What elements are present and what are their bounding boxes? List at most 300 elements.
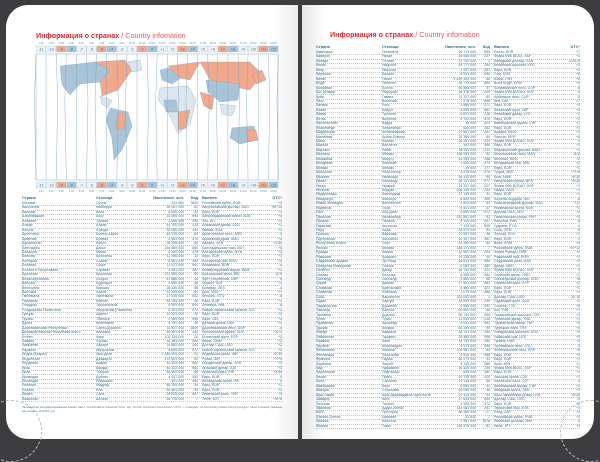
cell-currency: Белорусский рубль, BYN	[202, 249, 243, 254]
cell-capital: Мапуту	[382, 156, 394, 161]
cell-currency: Шведская крона, SEK	[494, 388, 530, 393]
cell-capital: Киншаса	[96, 330, 111, 335]
cell-population: 8 655 000	[168, 347, 184, 352]
cell-capital: Алжир	[96, 223, 107, 228]
cell-population: 19 238 000	[458, 254, 476, 259]
timezone-hour-label: 7:00	[99, 190, 105, 193]
cell-code: 94	[486, 392, 490, 397]
cell-code: 387	[192, 267, 198, 272]
cell-country: Сингапур	[316, 276, 332, 281]
cell-code: 386	[484, 290, 490, 295]
cell-code: 234	[484, 187, 490, 192]
cell-country: Венгрия	[22, 281, 36, 286]
cell-currency: Кип, LAK	[494, 98, 509, 103]
cell-capital: Лондон	[96, 276, 109, 281]
cell-code: 212	[484, 147, 490, 152]
timezone-offset-label: -8	[69, 183, 73, 188]
cell-utc: +7/+8	[571, 170, 580, 175]
cell-capital: Кигали	[382, 250, 394, 255]
cell-capital: Варшава	[382, 232, 397, 237]
cell-code: 373	[484, 161, 490, 166]
cell-code: 380	[484, 339, 490, 344]
cell-country: ОАЭ	[316, 210, 324, 215]
cell-population: 19 116 000	[458, 379, 476, 384]
cell-utc: +2	[278, 347, 282, 352]
timezone-offset-label: -10	[48, 183, 54, 188]
cell-currency: Дирхам ОАЭ, AED	[494, 210, 524, 215]
cell-capital: Стокгольм	[382, 388, 399, 393]
cell-capital: Санто-Доминго	[96, 325, 121, 330]
timezone-offset-label: -3	[120, 47, 124, 52]
timezone-offset-label: +12	[270, 47, 277, 52]
cell-population: 5 792 000	[168, 321, 184, 326]
cell-population: 16 425 000	[458, 365, 476, 370]
cell-code: 31	[486, 192, 490, 197]
cell-utc: +3	[278, 249, 282, 254]
cell-population: 1 207 000	[460, 67, 476, 72]
cell-population: 59 734 000	[458, 312, 476, 317]
cell-country: Монако	[316, 165, 329, 170]
cell-capital: Джакарта	[96, 356, 112, 361]
cell-utc: 0	[578, 90, 580, 95]
cell-population: 1 380 004 000	[161, 352, 184, 357]
cell-currency: Риель, KHR	[494, 50, 514, 54]
cell-utc: +1	[278, 209, 282, 214]
cell-code: 382	[484, 370, 490, 375]
cell-population: 10 095 000	[166, 214, 184, 219]
cell-code: 354	[192, 379, 198, 383]
cell-capital: Цхинвал	[382, 414, 397, 419]
cell-capital: Рига	[382, 103, 390, 108]
cell-code: 370	[484, 116, 490, 121]
cell-capital: София	[96, 258, 108, 263]
cell-population: 32 366 000	[458, 134, 476, 139]
timezone-offset-label: -11	[38, 47, 44, 52]
cell-currency: Кьят, MMK	[494, 174, 512, 179]
timezone-hour-label: 20:00	[229, 42, 237, 45]
cell-population: 59 309 000	[458, 410, 476, 415]
cell-currency: Сингапурский доллар, SGD	[494, 276, 539, 281]
cell-population: 20 251 000	[458, 139, 476, 143]
cell-utc: +1	[576, 125, 580, 130]
timezone-hour-label: 21:00	[239, 42, 247, 45]
cell-capital: Хельсинки	[382, 352, 400, 357]
cell-country: Румыния	[316, 254, 331, 259]
cell-country: Северная Македония	[316, 263, 352, 268]
cell-population: 6 825 000	[460, 107, 476, 112]
cell-code: 374	[192, 236, 198, 241]
cell-capital: Подгорица	[382, 370, 400, 375]
cell-utc: +8	[576, 134, 580, 139]
cell-country: Йемен	[22, 392, 33, 397]
cell-country: Куба	[316, 94, 324, 99]
cell-currency: Рупия, IDR	[202, 356, 220, 361]
cell-code: 47	[486, 205, 490, 210]
cell-country: Швеция	[316, 388, 329, 393]
cell-code: 61	[194, 205, 198, 210]
cell-country: Непал	[316, 179, 327, 184]
cell-currency: Кубинское песо, CUP	[494, 94, 529, 99]
cell-utc: +1	[576, 205, 580, 210]
cell-capital: Афины	[96, 312, 108, 317]
cell-currency: Франк КФА ВЕАС, XAF	[494, 365, 532, 370]
cell-utc: -3	[278, 232, 282, 237]
cell-capital: Лиссабон	[382, 236, 398, 241]
cell-capital: Рейкьявик	[96, 379, 113, 383]
cell-country: Израиль	[22, 347, 36, 352]
cell-currency: Кетсаль, GTQ	[202, 294, 225, 299]
cell-country: Колумбия	[316, 85, 332, 90]
timezone-offset-label: -6	[89, 183, 94, 188]
cell-population: 84 339 000	[458, 325, 476, 330]
cell-population: 3 281 000	[168, 267, 184, 272]
cell-utc: +1	[576, 272, 580, 277]
cell-code: 995	[192, 316, 198, 321]
cell-capital: Минск	[96, 249, 107, 254]
cell-code: 223	[484, 139, 490, 143]
timezone-hour-label: 18:00	[209, 42, 216, 45]
cell-capital: Таллин	[382, 401, 394, 406]
cell-population: 26 546 000	[458, 54, 476, 59]
timezone-offset-label: +2	[170, 183, 175, 188]
cell-country: Хорватия	[316, 361, 332, 366]
cell-country: Танзания	[316, 312, 332, 317]
cell-utc: +3	[576, 312, 580, 317]
cell-country: Болгария	[22, 258, 38, 263]
timezone-offset-label: +9	[240, 183, 246, 188]
timezone-offset-label: -2	[130, 183, 134, 188]
cell-country: Аргентина	[22, 232, 39, 237]
cell-population: 21 413 000	[458, 392, 476, 397]
cell-population: 16 744 000	[458, 268, 476, 273]
cell-country: Армения	[22, 236, 37, 241]
cell-population: 5 540 000	[460, 352, 476, 357]
cell-capital: Нджамена	[382, 365, 400, 370]
cell-capital: Претория	[382, 410, 398, 415]
cell-population: 128 933 000	[456, 152, 476, 157]
cell-population: 67 886 000	[166, 276, 184, 281]
cell-country: Панама	[316, 219, 329, 224]
cell-currency: Алжирский динар, DZD	[202, 223, 240, 228]
cell-population: 10 203 000	[166, 361, 184, 366]
cell-code: 591	[192, 263, 198, 268]
cell-utc: +2	[278, 343, 282, 348]
cell-currency: Саудовский риял, SAR	[494, 259, 532, 264]
timezone-hour-label: 1:00	[38, 42, 44, 45]
cell-utc: -5/-10	[570, 294, 580, 299]
cell-capital: Абу-Даби	[382, 210, 398, 215]
cell-currency: Новый израильский шекель, ILS	[202, 347, 255, 352]
cell-utc: +2	[278, 307, 282, 312]
cell-population: 442 000	[463, 143, 476, 148]
cell-utc: -5	[576, 219, 580, 224]
cell-utc: +1	[576, 147, 580, 152]
cell-code: 992	[484, 303, 490, 308]
cell-capital: Иерусалим	[96, 347, 115, 352]
timezone-hour-label: 23:00	[260, 42, 267, 45]
cell-currency: Евро, EUR	[494, 143, 512, 148]
cell-code: 39	[194, 387, 198, 392]
cell-utc: +2	[576, 67, 580, 72]
cell-population: 38 928 000	[166, 241, 184, 246]
cell-utc: +1	[576, 183, 580, 188]
cell-capital: Братислава	[382, 285, 402, 290]
cell-country: Ирландия	[22, 374, 39, 379]
cell-code: 993	[484, 321, 490, 326]
cell-currency: Злотый, PLN	[494, 232, 515, 237]
cell-population: 3 278 000	[460, 170, 476, 175]
timezone-hour-label: 15:00	[179, 190, 186, 193]
cell-population: 18 383 000	[166, 338, 184, 343]
cell-code: 95	[486, 174, 490, 179]
cell-country: Чад	[316, 365, 323, 370]
cell-utc: -5/-8	[572, 152, 580, 157]
cell-capital: Яунде	[382, 54, 393, 59]
cell-utc: -4	[576, 379, 580, 384]
timezone-hour-label: 4:00	[68, 42, 74, 45]
cell-population: 27 691 000	[458, 130, 476, 135]
timezone-hour-label: 22:00	[249, 42, 257, 45]
cell-capital: Рим	[96, 387, 103, 392]
cell-code: 65	[486, 276, 490, 281]
cell-capital: Люксембург	[382, 125, 402, 130]
timezone-hour-label: 19:00	[219, 190, 227, 193]
cell-population: 31 255 000	[458, 156, 476, 161]
cell-utc: +1	[576, 121, 580, 126]
cell-currency: Колумбийское песо, COP	[494, 85, 536, 90]
cell-capital: Мехико	[382, 152, 395, 157]
cell-code: 358	[484, 352, 490, 357]
cell-code: 254	[484, 63, 490, 68]
cell-code: 372	[484, 401, 490, 406]
cell-utc: +1	[576, 357, 580, 362]
cell-country: Дания	[22, 321, 33, 326]
cell-country: Новая Зеландия	[316, 201, 343, 206]
cell-utc: +5/+6	[273, 396, 282, 401]
cell-population: 17 501 000	[458, 281, 476, 286]
cell-currency: Румынский лей, RON	[494, 254, 529, 259]
cell-country: Государство Палестина	[22, 307, 61, 312]
timezone-hour-label: 4:00	[68, 190, 74, 193]
cell-currency: Евро, EUR	[494, 236, 512, 241]
timezone-hour-label: 17:00	[199, 42, 206, 45]
title-en: Country infomation	[419, 30, 480, 39]
timezone-hour-label: 18:00	[209, 190, 216, 193]
cell-utc: -4	[278, 325, 282, 330]
cell-population: 12 952 000	[458, 250, 476, 255]
cell-utc: +1	[278, 267, 282, 272]
title-sep: /	[413, 30, 420, 39]
cell-population: 6 951 000	[168, 258, 184, 263]
cell-capital: Анкара	[382, 325, 394, 330]
cell-currency: Танзанийский шиллинг, TZS	[494, 312, 540, 317]
column-header-capital: Столица	[382, 44, 399, 49]
cell-currency: Канадский доллар, CAD	[494, 58, 534, 63]
cell-utc: -3	[576, 343, 580, 348]
cell-currency: Узбекский сум, UZS	[494, 334, 527, 339]
cell-population: 43 733 000	[458, 339, 476, 344]
cell-code: 963	[484, 281, 490, 286]
cell-capital: Нейпьидо	[382, 174, 399, 179]
cell-code: 353	[192, 374, 198, 379]
cell-utc: +5	[576, 334, 580, 339]
cell-capital: Вьентьян	[382, 98, 398, 103]
timezone-hour-label: 9:00	[119, 42, 125, 45]
cell-code: 251	[484, 406, 490, 410]
cell-code: 52	[486, 152, 490, 157]
cell-utc: -4	[576, 223, 580, 228]
cell-capital: Нью-Дели	[96, 352, 113, 357]
cell-population: 40 222 000	[166, 365, 184, 370]
cell-capital: Бишкек	[382, 72, 395, 77]
cell-country: Республика Корея	[316, 241, 346, 246]
cell-capital: Дублин	[96, 374, 109, 379]
cell-code: 62	[194, 356, 198, 361]
cell-country: Кот-д'Ивуар	[316, 90, 336, 95]
cell-currency: Фунт стерлингов, GBP	[202, 276, 239, 281]
timezone-hour-label: 5:00	[78, 42, 84, 45]
cell-utc: +1	[576, 383, 580, 388]
cell-currency: Эфиопский быр, ETB	[494, 406, 529, 410]
column-header-population: Население, чел.	[445, 44, 476, 49]
cell-country: Эфиопия	[316, 406, 332, 410]
cell-code: 258	[484, 156, 490, 161]
cell-code: 976	[484, 170, 490, 175]
timezone-hour-label: 22:00	[249, 190, 257, 193]
footnote: *Всемирное координированное время (англ. Coordinated Universal Time, фр. Temps Universel Coordonné, UTC) — стандарт, по которому общество регулирует часы и время. Данные актуальны на 2021 год.	[22, 405, 283, 413]
cell-capital: Ташкент	[382, 334, 396, 339]
timezone-hour-label: 11:00	[138, 42, 146, 45]
cell-utc: +1	[576, 388, 580, 393]
cell-currency: Армянский драм, AMD	[202, 236, 239, 241]
cell-capital: Бразилиа	[96, 272, 112, 277]
cell-utc: +5	[576, 321, 580, 326]
cell-population: 54 410 000	[458, 174, 476, 179]
cell-country: Зимбабве	[22, 343, 39, 348]
cell-currency: Ливанский фунт, LBP	[494, 107, 529, 112]
cell-code: 55	[194, 272, 198, 277]
cell-utc: -5	[576, 419, 580, 424]
cell-country: Азербайджан	[22, 214, 44, 219]
cell-country: Кения	[316, 63, 326, 68]
cell-code: 856	[484, 98, 490, 103]
cell-utc: +12	[574, 201, 580, 206]
cell-country: Сенегал	[316, 268, 330, 273]
cell-utc: -3:30/-8	[567, 58, 580, 63]
cell-capital: Тегусигальпа	[96, 303, 118, 308]
cell-capital: Будапешт	[96, 281, 113, 286]
cell-currency: Гуарани, PYG	[494, 223, 517, 228]
cell-currency: Афгани, AFN	[202, 241, 224, 246]
cell-utc: +1	[576, 187, 580, 192]
cell-currency: Тунисский динар, TND	[494, 317, 531, 321]
cell-code: 66	[486, 308, 490, 313]
cell-country: Южная Осетия	[316, 414, 341, 419]
timezone-offset-label: +8	[230, 47, 236, 52]
cell-utc: -6	[278, 303, 282, 308]
cell-utc: -4	[278, 285, 282, 290]
cell-currency: Непальская рупия, NPR	[494, 179, 534, 184]
timezone-offset-label: +10	[250, 183, 257, 188]
cell-currency: Австралийский доллар, AUD	[202, 205, 249, 210]
timezone-offset-label: +11	[260, 47, 267, 52]
cell-population: 220 892 000	[456, 214, 476, 219]
timezone-hour-label: 14:00	[169, 190, 176, 193]
cell-population: 5 101 000	[168, 307, 184, 312]
cell-capital: Антананариву	[382, 130, 405, 135]
cell-country: Сирия	[316, 281, 327, 286]
cell-population: 8 935 000	[168, 209, 184, 214]
cell-capital: Кампала	[382, 330, 397, 335]
cell-code: 996	[484, 72, 490, 77]
cell-population: 212 559 000	[164, 272, 184, 277]
cell-code: 502	[192, 294, 198, 299]
cell-population: 206 140 000	[456, 187, 476, 192]
timezone-hour-label: 12:00	[148, 190, 156, 193]
cell-capital: Багдад	[96, 365, 108, 370]
cell-code: 48	[486, 232, 490, 237]
timezone-hour-label: 9:00	[119, 190, 125, 193]
cell-country: Доминиканская Республика	[22, 325, 68, 330]
cell-country: Мадагаскар	[316, 130, 336, 135]
cell-capital: Иерусалим (Рамалла)	[96, 307, 133, 312]
cell-population: 53 532	[465, 414, 476, 419]
cell-utc: +4:30	[273, 241, 282, 246]
cell-capital: Осло	[382, 205, 391, 210]
cell-utc: +1	[576, 370, 580, 375]
timezone-offset-label: -1	[140, 47, 144, 52]
cell-utc: +7	[576, 50, 580, 54]
cell-currency: Соль, PEN	[494, 228, 512, 232]
cell-code: 60	[486, 134, 490, 139]
timezone-offset-label: +1	[160, 183, 165, 188]
cell-capital: Бангкок	[382, 308, 395, 313]
cell-currency: Евро, EUR	[202, 254, 220, 259]
cell-capital: Берн	[382, 383, 391, 388]
cell-code: 504	[192, 303, 198, 308]
cell-utc: +2	[576, 281, 580, 286]
cell-capital: Мадрид	[96, 383, 109, 388]
cell-population: 33 090 000	[166, 227, 184, 232]
cell-currency: Аргентинское песо, ARS	[202, 232, 242, 237]
cell-currency: Ливийский динар, LYD	[494, 112, 531, 117]
cell-utc: +3	[576, 330, 580, 335]
cell-population: 6 871 000	[460, 112, 476, 117]
cell-country: Иордания	[22, 361, 39, 366]
cell-population: 273 523 000	[164, 356, 184, 361]
cell-capital: Бамако	[382, 139, 395, 143]
timezone-offset-label: +3	[180, 183, 185, 188]
cell-currency: Доллар США, USD	[202, 343, 233, 348]
timezone-hour-label: 14:00	[169, 42, 176, 45]
cell-capital: Кабул	[96, 241, 106, 246]
cell-country: Саудовская Аравия	[316, 259, 349, 264]
cell-population: 50 883 000	[458, 85, 476, 90]
cell-currency: Азербайджанский манат, AZN	[202, 214, 251, 219]
cell-code: 967	[192, 392, 198, 397]
timezone-offset-label: +7	[220, 47, 225, 52]
cell-population: 341 000	[171, 379, 184, 383]
timezone-offset-label: 0	[151, 47, 154, 52]
cell-currency: Доллар США, USD	[494, 397, 525, 402]
timezone-offset-label: -4	[110, 47, 114, 52]
cell-utc: +5:45	[571, 179, 580, 184]
cell-code: 855	[484, 50, 490, 54]
cell-code: 36	[194, 281, 198, 286]
cell-population: 17 135 000	[458, 192, 476, 197]
cell-code: 244	[192, 227, 198, 232]
timezone-offset-label: +4	[190, 47, 195, 52]
